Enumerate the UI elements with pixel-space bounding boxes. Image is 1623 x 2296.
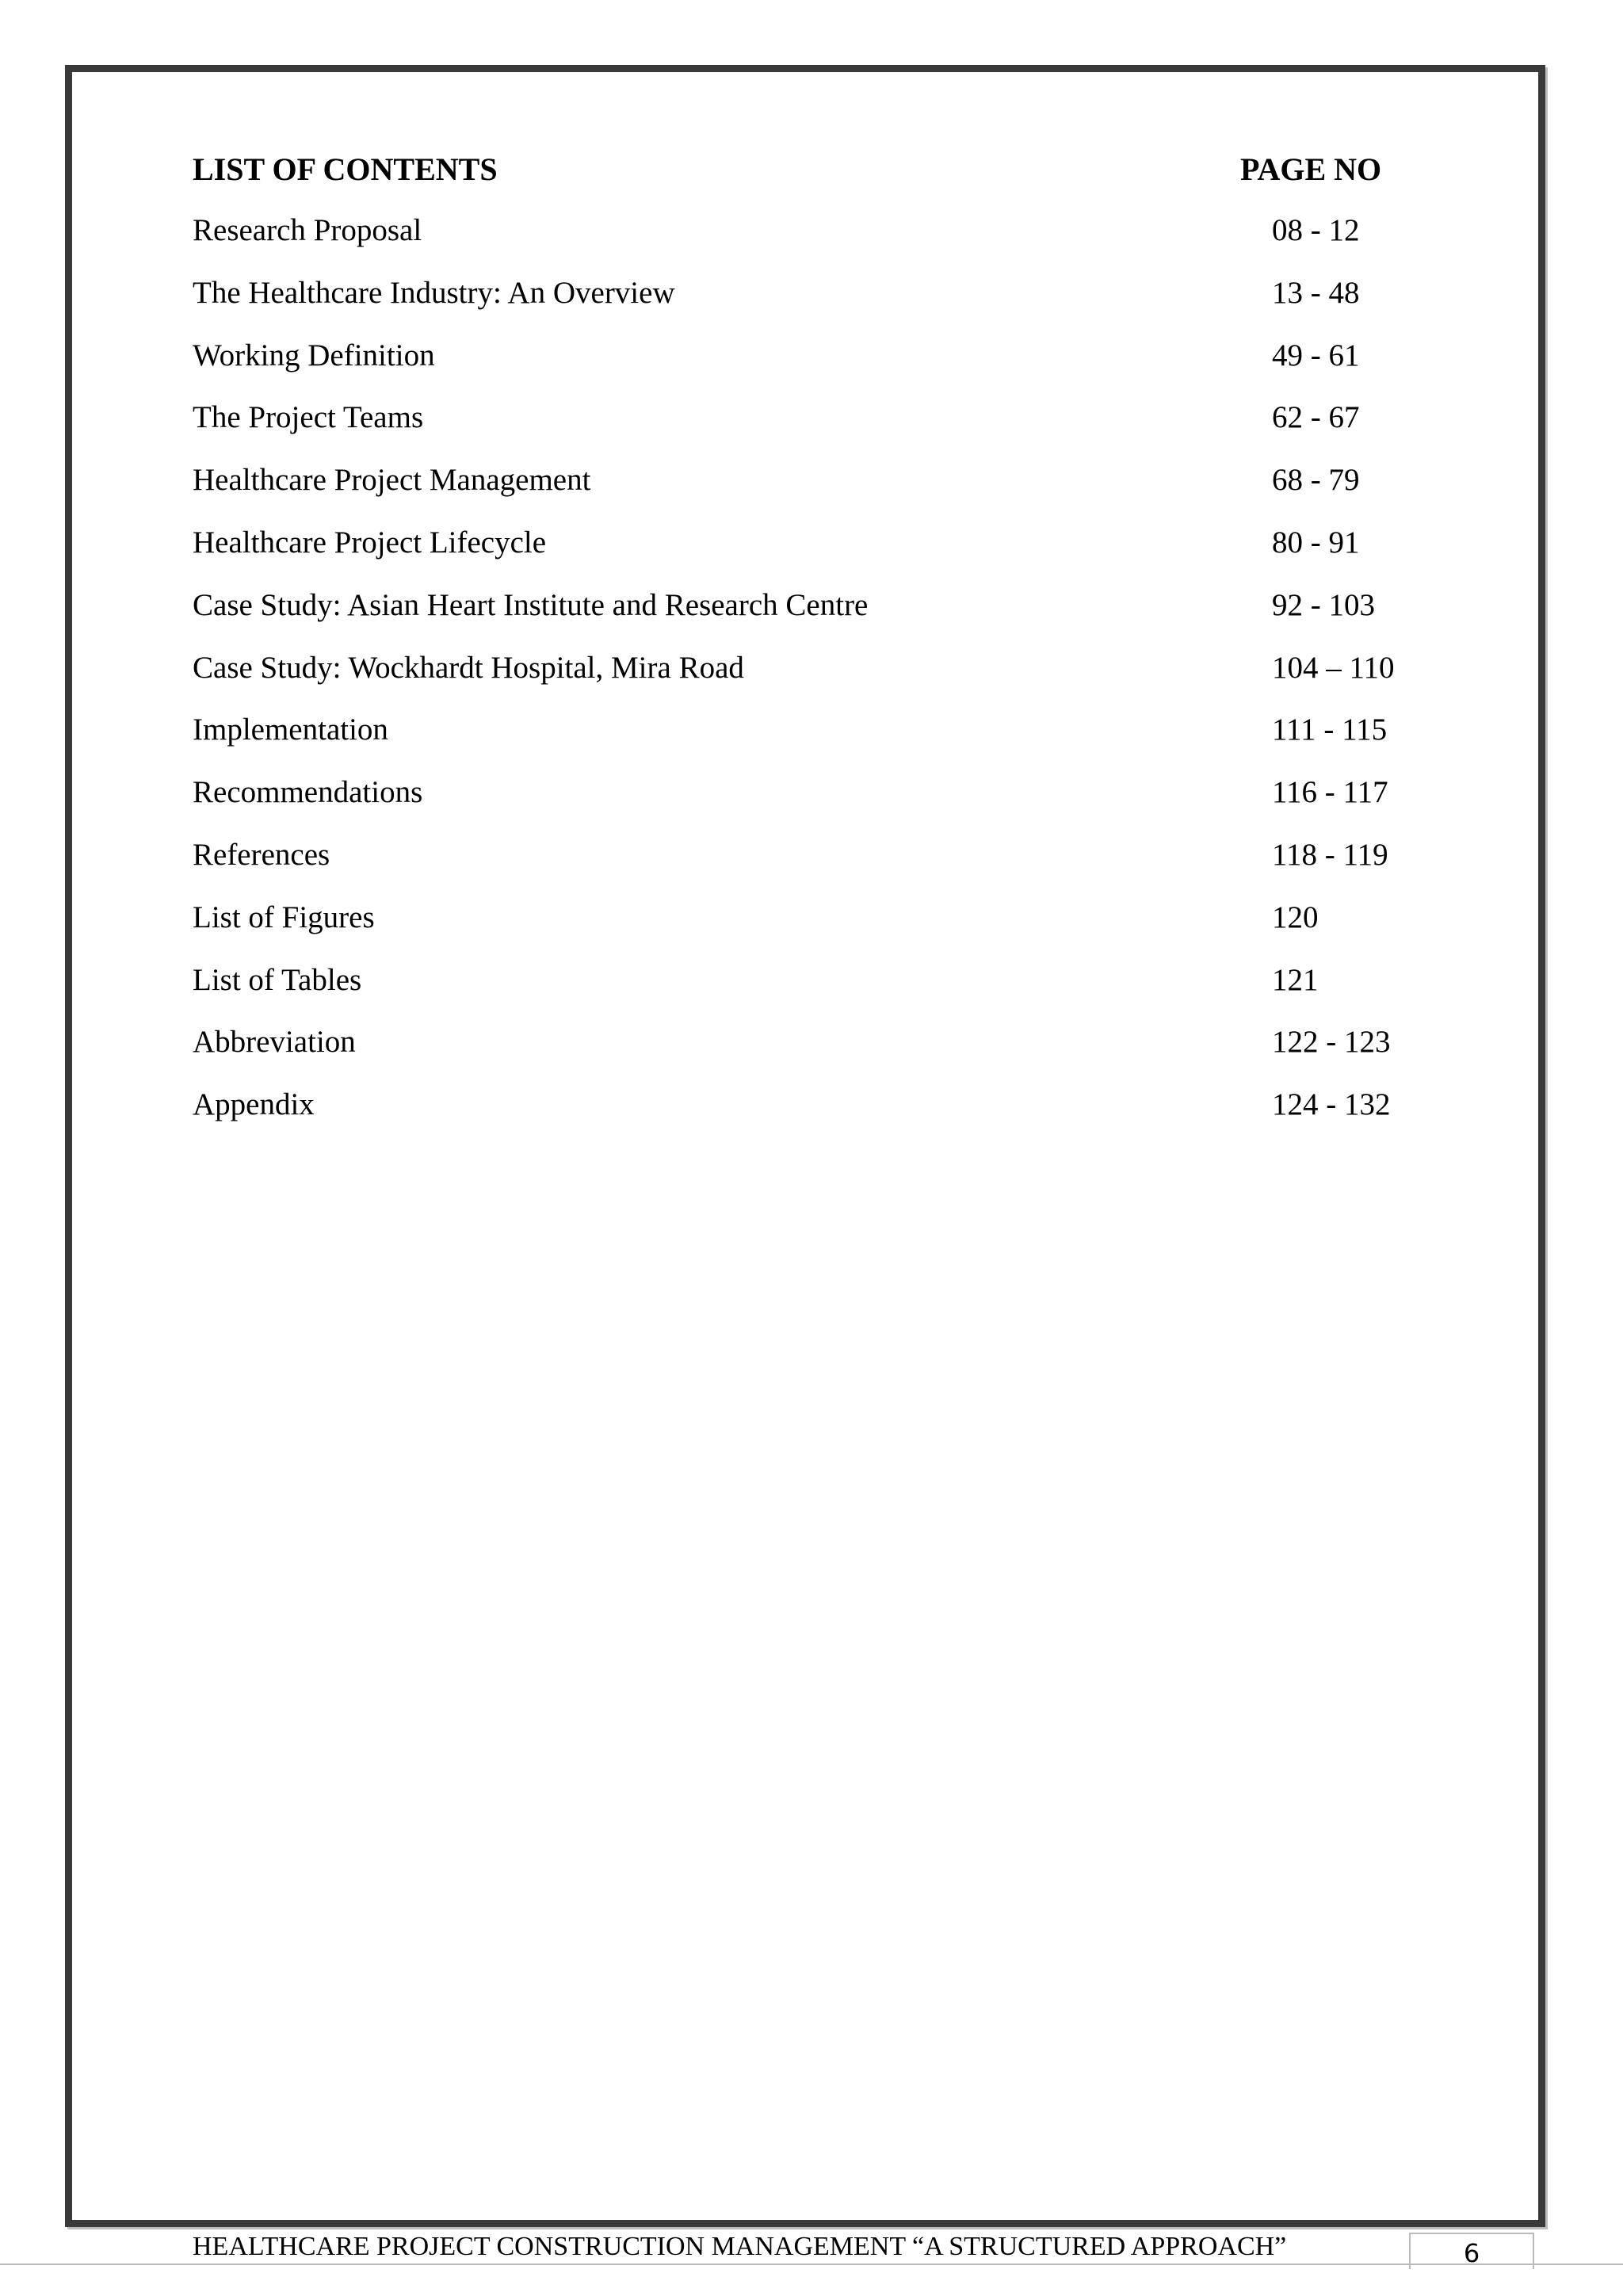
toc-entry bbox=[193, 900, 1429, 962]
toc-entry bbox=[193, 650, 1429, 712]
toc-entry bbox=[193, 525, 1429, 587]
toc-entry-title: The Project Teams bbox=[193, 400, 424, 435]
toc-entry bbox=[193, 399, 1429, 462]
toc-entry bbox=[193, 462, 1429, 525]
toc-entry bbox=[193, 712, 1429, 774]
toc-entry-pages: 124 - 132 bbox=[1272, 1087, 1391, 1122]
toc-entry-pages: 49 - 61 bbox=[1272, 338, 1360, 372]
toc-entry-title: Case Study: Asian Heart Institute and Research Centre bbox=[193, 587, 869, 622]
toc-entries bbox=[193, 212, 1429, 1149]
toc-entry bbox=[193, 338, 1429, 400]
toc-entry-pages: 80 - 91 bbox=[1272, 525, 1360, 560]
toc-entry-title: Healthcare Project Management bbox=[193, 463, 591, 498]
toc-entry-pages: 121 bbox=[1272, 962, 1319, 997]
toc-entry-title: References bbox=[193, 837, 330, 872]
footer-rule bbox=[0, 2264, 1623, 2265]
toc-entry-pages: 104 – 110 bbox=[1272, 650, 1395, 685]
toc-entry-title: Working Definition bbox=[193, 338, 435, 372]
page-number: 6 bbox=[1409, 2233, 1534, 2269]
toc-entry-pages: 68 - 79 bbox=[1272, 463, 1360, 498]
toc-entry-pages: 111 - 115 bbox=[1272, 712, 1388, 747]
toc-entry bbox=[193, 837, 1429, 900]
toc-entry bbox=[193, 1024, 1429, 1087]
toc-entry-title: Healthcare Project Lifecycle bbox=[193, 525, 547, 560]
toc-entry bbox=[193, 275, 1429, 338]
toc-entry-title: The Healthcare Industry: An Overview bbox=[193, 275, 675, 310]
toc-entry bbox=[193, 587, 1429, 650]
toc-entry-pages: 122 - 123 bbox=[1272, 1025, 1391, 1060]
toc-entry bbox=[193, 774, 1429, 837]
table-of-contents bbox=[193, 151, 1429, 1122]
toc-entry-title: Recommendations bbox=[193, 775, 423, 810]
toc-entry bbox=[193, 1087, 1429, 1149]
toc-entry-title: Research Proposal bbox=[193, 213, 422, 247]
toc-entry-pages: 62 - 67 bbox=[1272, 400, 1360, 435]
toc-header bbox=[193, 151, 1429, 198]
toc-entry-pages: 13 - 48 bbox=[1272, 275, 1360, 310]
toc-entry-title: Appendix bbox=[193, 1087, 315, 1122]
toc-entry-title: List of Figures bbox=[193, 900, 375, 934]
toc-entry-title: List of Tables bbox=[193, 962, 362, 997]
toc-heading: LIST OF CONTENTS bbox=[193, 151, 498, 187]
footer-running-title: HEALTHCARE PROJECT CONSTRUCTION MANAGEMENT “A STRUCTURED APPROACH” bbox=[193, 2232, 1287, 2261]
toc-entry-pages: 08 - 12 bbox=[1272, 213, 1360, 247]
toc-entry-title: Abbreviation bbox=[193, 1025, 356, 1060]
toc-entry-pages: 118 - 119 bbox=[1272, 837, 1388, 872]
toc-entry-pages: 92 - 103 bbox=[1272, 587, 1375, 622]
toc-entry-pages: 116 - 117 bbox=[1272, 775, 1388, 810]
toc-entry-title: Case Study: Wockhardt Hospital, Mira Road bbox=[193, 650, 744, 685]
page-no-heading: PAGE NO bbox=[1240, 151, 1382, 187]
toc-entry-pages: 120 bbox=[1272, 900, 1319, 934]
toc-entry bbox=[193, 962, 1429, 1025]
toc-entry-title: Implementation bbox=[193, 712, 388, 747]
toc-entry bbox=[193, 212, 1429, 275]
